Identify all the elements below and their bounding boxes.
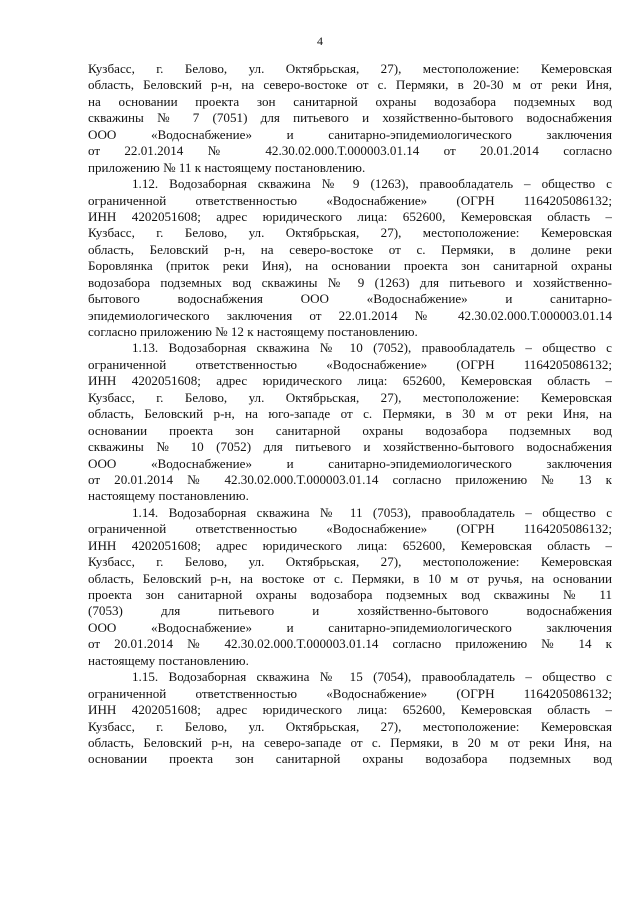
paragraph-item-1-14 [88, 505, 612, 669]
text-line: основании проекта зон санитарной охраны водозабора подземных вод [88, 751, 612, 767]
text-line: ООО «Водоснабжение» и санитарно-эпидемиологического заключения [88, 619, 612, 635]
text-line: ИНН 4202051608; адрес юридического лица: 652600, Кемеровская область – [88, 208, 612, 224]
text-line: приложению № 11 к настоящему постановлению. [88, 159, 366, 175]
text-line: (7053) для питьевого и хозяйственно-бытового водоснабжения [88, 603, 612, 619]
text-line: 1.15. Водозаборная скважина № 15 (7054), правообладатель – общество с [132, 669, 612, 685]
text-line: Кузбасс, г. Белово, ул. Октябрьская, 27), местоположение: Кемеровская [88, 61, 612, 76]
text-line: настоящему постановлению. [88, 488, 249, 504]
text-line: водозабора подземных вод скважины № 9 (1263) для питьевого и хозяйственно- [88, 274, 612, 290]
text-line: Боровлянка (приток реки Иня), на основании проекта зон санитарной охраны [88, 258, 612, 274]
text-line: ИНН 4202051608; адрес юридического лица: 652600, Кемеровская область – [88, 373, 612, 389]
text-line: ограниченной ответственностью «Водоснабжение» (ОГРН 1164205086132; [88, 521, 612, 537]
text-line: 1.14. Водозаборная скважина № 11 (7053), правообладатель – общество с [132, 504, 612, 520]
text-line: настоящему постановлению. [88, 652, 249, 668]
text-line: область, Беловский р-н, на востоке от с. Пермяки, в 10 м от ручья, на основании [88, 570, 612, 586]
text-line: ограниченной ответственностью «Водоснабжение» (ОГРН 1164205086132; [88, 685, 612, 701]
text-line: ИНН 4202051608; адрес юридического лица: 652600, Кемеровская область – [88, 537, 612, 553]
text-line: ограниченной ответственностью «Водоснабжение» (ОГРН 1164205086132; [88, 192, 612, 208]
text-line: от 22.01.2014 № 42.30.02.000.Т.000003.01.14 от 20.01.2014 согласно [88, 143, 612, 159]
text-line: Кузбасс, г. Белово, ул. Октябрьская, 27), местоположение: Кемеровская [88, 389, 612, 405]
paragraph-item-1-13 [88, 340, 612, 504]
text-line: от 20.01.2014 № 42.30.02.000.Т.000003.01.14 согласно приложению № 14 к [88, 636, 612, 652]
text-line: 1.12. Водозаборная скважина № 9 (1263), правообладатель – общество с [132, 176, 612, 192]
text-line: эпидемиологического заключения от 22.01.2014 № 42.30.02.000.Т.000003.01.14 [88, 307, 612, 323]
text-line: область, Беловский р-н, на юго-западе от с. Пермяки, в 30 м от реки Иня, на [88, 406, 612, 422]
text-line: область, Беловский р-н, на северо-востоке от с. Пермяки, в 20-30 м от реки Иня, [88, 77, 612, 93]
text-line: ООО «Водоснабжение» и санитарно-эпидемиологического заключения [88, 455, 612, 471]
text-line: Кузбасс, г. Белово, ул. Октябрьская, 27), местоположение: Кемеровская [88, 225, 612, 241]
text-line: область, Беловский р-н, на северо-востоке от с. Пермяки, в долине реки [88, 241, 612, 257]
page-number: 4 [317, 34, 323, 48]
text-line: 1.13. Водозаборная скважина № 10 (7052), правообладатель – общество с [132, 340, 612, 356]
document-body [88, 61, 612, 768]
text-line: ООО «Водоснабжение» и санитарно-эпидемиологического заключения [88, 126, 612, 142]
text-line: Кузбасс, г. Белово, ул. Октябрьская, 27), местоположение: Кемеровская [88, 718, 612, 734]
paragraph-item-1-12 [88, 176, 612, 340]
text-line: скважины № 7 (7051) для питьевого и хозяйственно-бытового водоснабжения [88, 110, 612, 126]
text-line: на основании проекта зон санитарной охраны водозабора подземных вод [88, 93, 612, 109]
paragraph-item-1-15 [88, 669, 612, 768]
text-line: проекта зон санитарной охраны водозабора подземных вод скважины № 11 [88, 587, 612, 602]
text-line: основании проекта зон санитарной охраны водозабора подземных вод [88, 422, 612, 438]
text-line: скважины № 10 (7052) для питьевого и хозяйственно-бытового водоснабжения [88, 439, 612, 455]
text-line: область, Беловский р-н, на северо-западе от с. Пермяки, в 20 м от реки Иня, на [88, 734, 612, 750]
text-line: ограниченной ответственностью «Водоснабжение» (ОГРН 1164205086132; [88, 356, 612, 372]
text-line: от 20.01.2014 № 42.30.02.000.Т.000003.01.14 согласно приложению № 13 к [88, 471, 612, 487]
text-line: согласно приложению № 12 к настоящему постановлению. [88, 324, 418, 339]
text-line: бытового водоснабжения ООО «Водоснабжение» и санитарно- [88, 291, 612, 307]
text-line: Кузбасс, г. Белово, ул. Октябрьская, 27), местоположение: Кемеровская [88, 554, 612, 570]
text-line: ИНН 4202051608; адрес юридического лица: 652600, Кемеровская область – [88, 702, 612, 718]
paragraph-cont-1-11 [88, 61, 612, 176]
